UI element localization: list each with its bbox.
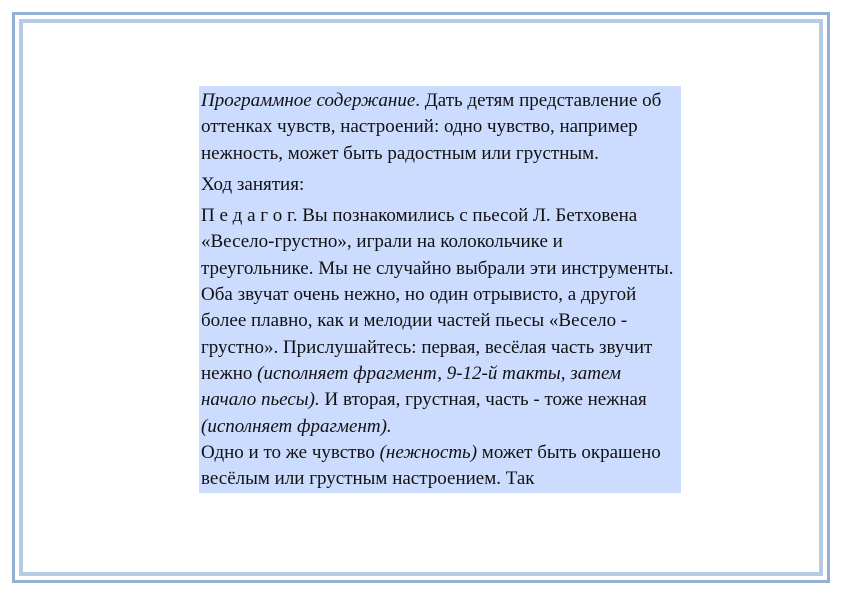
performance-note-2: (исполняет фрагмент). bbox=[201, 415, 392, 437]
teacher-text-continued: И вторая, грустная, часть - тоже нежная bbox=[319, 389, 647, 411]
program-content-label: Программное содержание bbox=[201, 90, 416, 111]
lesson-heading: Ход занятия: bbox=[201, 173, 305, 195]
teacher-text: П е д а г о г. Вы познакомились с пьесой Л. Бетховена «Весело-грустно», играли на колокольчике и треугольнике. Мы не случайно выбрали эти инструменты. Оба звучат очень нежно, но один отрывисто, а другой более плавно, как и мелодии частей пьесы «Весело - грустно». Прислушайтесь: первая, весёлая часть звучит нежно bbox=[201, 205, 674, 384]
feeling-paragraph bbox=[201, 440, 679, 493]
text-block bbox=[199, 86, 681, 493]
feeling-text: Одно и то же чувство bbox=[201, 441, 380, 463]
program-content-text: . Дать детям представление об оттенках чувств, настроений: одно чувство, например нежность, может быть радостным или грустным. bbox=[201, 90, 662, 164]
performance-note-1: (исполняет фрагмент, 9-12-й такты, затем начало пьесы). bbox=[201, 362, 622, 411]
teacher-paragraph bbox=[201, 203, 679, 440]
feeling-note: (нежность) bbox=[379, 441, 478, 463]
feeling-text-tail: может быть окрашено весёлым или грустным настроением. Так bbox=[201, 441, 661, 490]
program-content-paragraph bbox=[201, 88, 679, 167]
